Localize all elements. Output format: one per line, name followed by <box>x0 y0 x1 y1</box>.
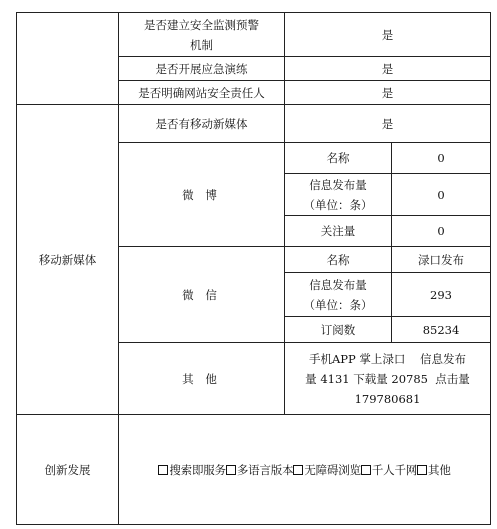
checkbox-icon[interactable] <box>226 465 236 475</box>
table-row <box>17 415 491 525</box>
table-row <box>17 13 491 57</box>
wechat-publish-label-line1: 信息发布量 <box>309 277 367 292</box>
security-responsible-value: 是 <box>285 81 491 105</box>
checkbox-icon[interactable] <box>361 465 371 475</box>
weibo-publish-value: 0 <box>392 174 491 216</box>
innovation-option-label: 无障碍浏览 <box>304 462 361 477</box>
empty-section-cell <box>17 13 119 105</box>
innovation-section-label: 创新发展 <box>17 415 119 525</box>
wechat-subscribe-label: 订阅数 <box>285 317 392 343</box>
monitoring-warning-label-line1: 是否建立安全监测预警 <box>144 17 259 32</box>
wechat-publish-label-line2: （单位：条） <box>303 297 373 312</box>
other-details-line1: 手机APP 掌上渌口 信息发布 <box>308 351 467 366</box>
checkbox-icon[interactable] <box>293 465 303 475</box>
has-mobile-media-value: 是 <box>285 105 491 143</box>
other-label: 其 他 <box>119 343 285 415</box>
weibo-publish-label-line2: （单位：条） <box>303 197 373 212</box>
other-details-line2: 量 4131 下载量 20785 点击量 <box>305 371 470 386</box>
mobile-media-section-label: 移动新媒体 <box>17 105 119 415</box>
monitoring-warning-label <box>119 13 285 57</box>
wechat-subscribe-value: 85234 <box>392 317 491 343</box>
emergency-drill-label: 是否开展应急演练 <box>119 57 285 81</box>
innovation-option-label: 千人千网 <box>371 462 418 477</box>
innovation-option-label: 搜索即服务 <box>169 462 226 477</box>
innovation-option[interactable] <box>361 463 417 477</box>
weibo-label: 微 博 <box>119 143 285 247</box>
innovation-option[interactable] <box>226 463 294 477</box>
weibo-publish-label-line1: 信息发布量 <box>309 177 367 192</box>
wechat-name-value: 渌口发布 <box>392 247 491 273</box>
monitoring-warning-value: 是 <box>285 13 491 57</box>
wechat-label: 微 信 <box>119 247 285 343</box>
weibo-follow-value: 0 <box>392 216 491 247</box>
other-details <box>285 343 491 415</box>
website-report-table <box>16 12 491 525</box>
checkbox-icon[interactable] <box>158 465 168 475</box>
weibo-name-label: 名称 <box>285 143 392 174</box>
innovation-option[interactable] <box>417 463 451 477</box>
weibo-publish-label <box>285 174 392 216</box>
checkbox-icon[interactable] <box>417 465 427 475</box>
monitoring-warning-label-line2: 机制 <box>190 37 213 52</box>
innovation-options <box>119 415 491 525</box>
wechat-publish-label <box>285 273 392 317</box>
table-row <box>17 105 491 143</box>
other-details-line3: 179780681 <box>354 391 421 406</box>
innovation-option-label: 多语言版本 <box>236 462 294 477</box>
has-mobile-media-label: 是否有移动新媒体 <box>119 105 285 143</box>
innovation-option[interactable] <box>293 463 361 477</box>
innovation-option[interactable] <box>158 463 226 477</box>
wechat-publish-value: 293 <box>392 273 491 317</box>
emergency-drill-value: 是 <box>285 57 491 81</box>
weibo-follow-label: 关注量 <box>285 216 392 247</box>
wechat-name-label: 名称 <box>285 247 392 273</box>
security-responsible-label: 是否明确网站安全责任人 <box>119 81 285 105</box>
innovation-option-label: 其他 <box>428 462 451 477</box>
weibo-name-value: 0 <box>392 143 491 174</box>
